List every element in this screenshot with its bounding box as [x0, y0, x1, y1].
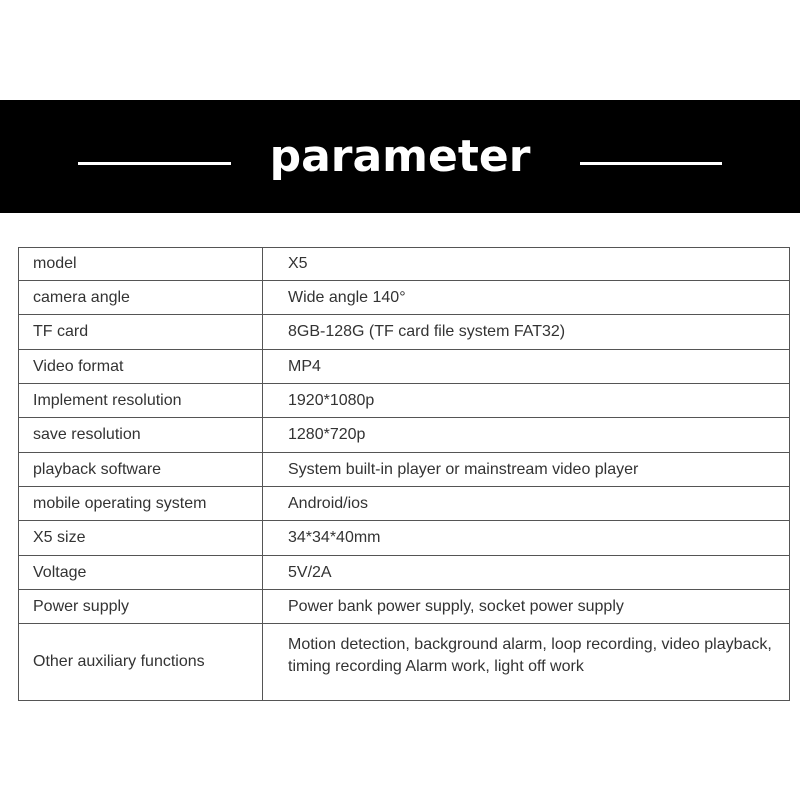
table-row — [19, 453, 790, 487]
table-row — [19, 418, 790, 453]
row-label-tf-card: TF card — [19, 315, 263, 350]
spec-table — [18, 247, 790, 701]
row-label-model: model — [19, 248, 263, 281]
row-label-auxiliary-functions: Other auxiliary functions — [19, 624, 263, 701]
row-label-playback-software: playback software — [19, 453, 263, 487]
table-row — [19, 556, 790, 590]
row-label-mobile-os: mobile operating system — [19, 487, 263, 521]
row-label-video-format: Video format — [19, 350, 263, 384]
row-value-save-resolution: 1280*720p — [263, 418, 790, 453]
table-row — [19, 281, 790, 315]
row-label-x5-size: X5 size — [19, 521, 263, 556]
row-value-playback-software: System built-in player or mainstream video player — [263, 453, 790, 487]
row-value-power-supply: Power bank power supply, socket power supply — [263, 590, 790, 624]
table-row — [19, 350, 790, 384]
table-row — [19, 315, 790, 350]
row-value-auxiliary-functions: Motion detection, background alarm, loop recording, video playback, timing recording Alarm work, light off work — [263, 624, 790, 701]
row-label-power-supply: Power supply — [19, 590, 263, 624]
row-value-x5-size: 34*34*40mm — [263, 521, 790, 556]
row-label-voltage: Voltage — [19, 556, 263, 590]
row-value-mobile-os: Android/ios — [263, 487, 790, 521]
row-label-save-resolution: save resolution — [19, 418, 263, 453]
table-row — [19, 487, 790, 521]
row-value-implement-resolution: 1920*1080p — [263, 384, 790, 418]
row-value-model: X5 — [263, 248, 790, 281]
row-value-voltage: 5V/2A — [263, 556, 790, 590]
header-right-rule — [580, 162, 722, 165]
row-value-tf-card: 8GB-128G (TF card file system FAT32) — [263, 315, 790, 350]
table-row — [19, 590, 790, 624]
table-row — [19, 624, 790, 701]
page-title: parameter — [269, 131, 531, 182]
table-row — [19, 248, 790, 281]
row-value-camera-angle: Wide angle 140° — [263, 281, 790, 315]
table-row — [19, 384, 790, 418]
row-label-camera-angle: camera angle — [19, 281, 263, 315]
row-label-implement-resolution: Implement resolution — [19, 384, 263, 418]
table-row — [19, 521, 790, 556]
row-value-video-format: MP4 — [263, 350, 790, 384]
